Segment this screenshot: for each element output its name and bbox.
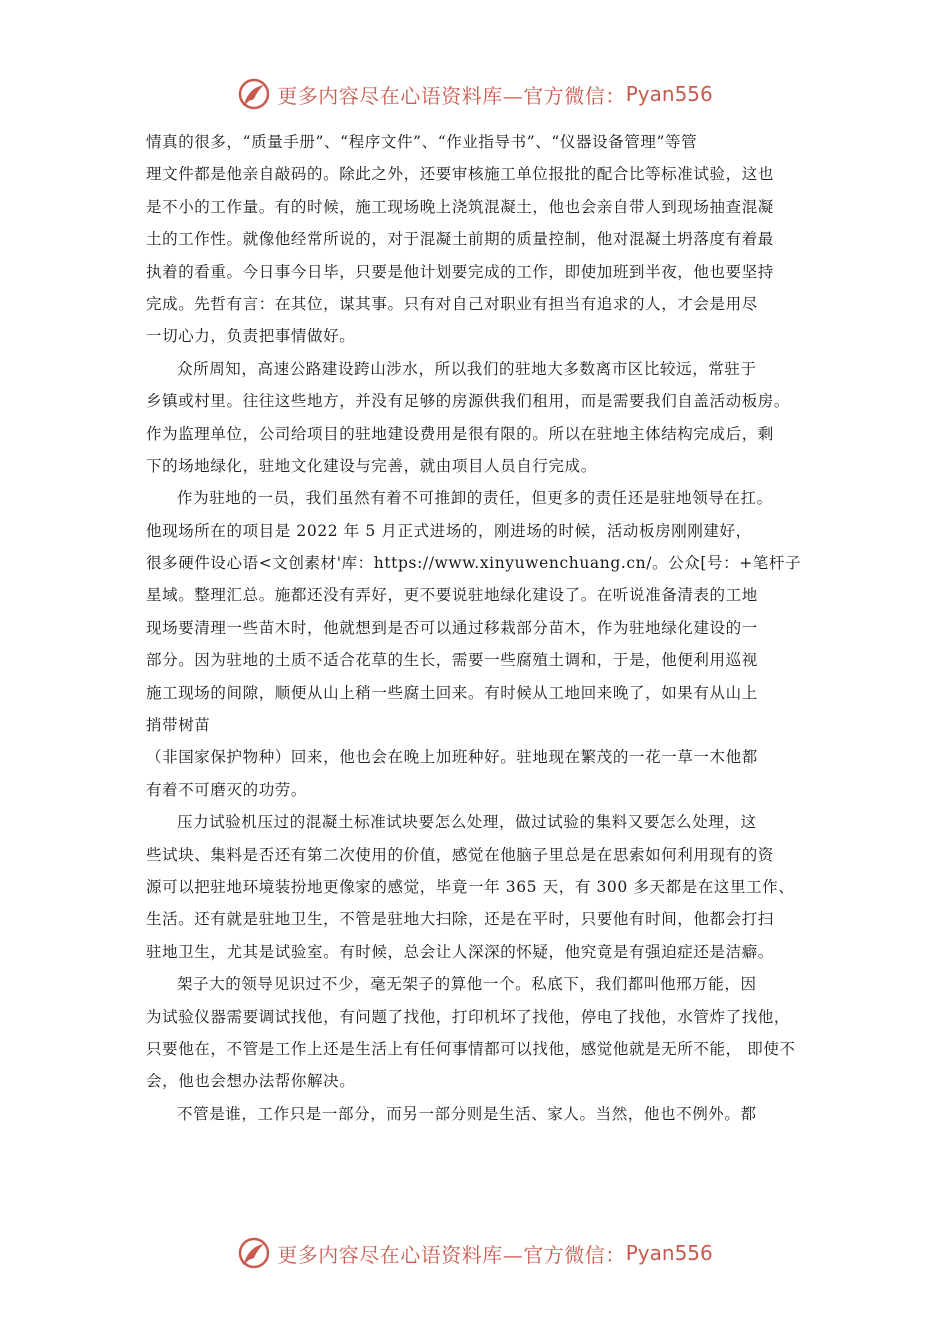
text-line: 有着不可磨灭的功劳。 [146,780,308,799]
text-line: 些试块、集料是否还有第二次使用的价值，感觉在他脑子里总是在思索如何利用现有的资 [146,845,774,864]
text-line: （非国家保护物种）回来，他也会在晚上加班种好。驻地现在繁茂的一花一草一木他都 [146,748,758,767]
banner-wechat-handle: Pyan556 [625,82,713,106]
text-line: 会，他也会想办法帮你解决。 [146,1072,356,1091]
text-line: 源可以把驻地环境装扮地更像家的感觉，毕竟一年 365 天，有 300 多天都是在这里工作、 [146,877,795,896]
text-line: 完成。先哲有言：在其位，谋其事。只有对自己对职业有担当有追求的人，才会是用尽 [146,294,758,313]
text-line: 施工现场的间隙，顺便从山上稍一些腐土回来。有时候从工地回来晚了，如果有从山上 [146,683,758,702]
text-line: 他现场所在的项目是 2022 年 5 月正式进场的，刚进场的时候，活动板房刚刚建好， [146,521,752,540]
footer-banner [0,1233,950,1273]
header-banner [0,74,950,114]
text-line: 下的场地绿化，驻地文化建设与完善，就由项目人员自行完成。 [146,456,597,475]
text-line: 乡镇或村里。往往这些地方，并没有足够的房源供我们租用，而是需要我们自盖活动板房。 [146,392,791,411]
text-line: 驻地卫生，尤其是试验室。有时候，总会让人深深的怀疑，他究竟是有强迫症还是洁癖。 [146,942,774,961]
text-line: 捎带树苗 [146,716,211,735]
text-line: 部分。因为驻地的土质不适合花草的生长，需要一些腐殖土调和，于是，他便利用巡视 [146,651,758,670]
text-line: 星域。整理汇总。施都还没有弄好，更不要说驻地绿化建设了。在听说准备清表的工地 [146,586,758,605]
brand-logo-icon [237,1236,271,1270]
text-line: 理文件都是他亲自敲码的。除此之外，还要审核施工单位报批的配合比等标准试验，这也 [146,165,774,184]
text-line: 一切心力，负责把事情做好。 [146,327,356,346]
brand-logo-icon [237,77,271,111]
banner-wechat-handle: Pyan556 [625,1241,713,1265]
text-line: 架子大的领导见识过不少，毫无架子的算他一个。私底下，我们都叫他邢万能，因 [177,975,757,994]
text-line: 众所周知，高速公路建设跨山涉水，所以我们的驻地大多数离市区比较远，常驻于 [177,359,757,378]
document-body [146,126,818,1130]
banner-text: 更多内容尽在心语资料库—官方微信： [277,1242,626,1267]
text-line: 为试验仪器需要调试找他，有问题了找他，打印机坏了找他，停电了找他，水管炸了找他， [146,1007,791,1026]
text-line: 现场要清理一些苗木时，他就想到是否可以通过移栽部分苗木，作为驻地绿化建设的一 [146,618,758,637]
text-line: 生活。还有就是驻地卫生，不管是驻地大扫除，还是在平时，只要他有时间，他都会打扫 [146,910,774,929]
text-line: 作为驻地的一员，我们虽然有着不可推卸的责任，但更多的责任还是驻地领导在扛。 [177,489,773,508]
text-line: 只要他在，不管是工作上还是生活上有任何事情都可以找他，感觉他就是无所不能， 即使不 [146,1039,796,1058]
text-line: 很多硬件设心语<文创素材'库：https://www.xinyuwenchuang.cn/。公众[号：+笔杆子 [146,554,802,573]
text-line: 情真的很多，“质量手册”、“程序文件”、“作业指导书”、“仪器设备管理”等管 [146,133,698,151]
text-line: 执着的看重。今日事今日毕，只要是他计划要完成的工作，即使加班到半夜，他也要坚持 [146,262,774,281]
banner-text: 更多内容尽在心语资料库—官方微信： [277,83,626,108]
text-line: 不管是谁，工作只是一部分，而另一部分则是生活、家人。当然，他也不例外。都 [177,1104,757,1123]
text-line: 土的工作性。就像他经常所说的，对于混凝土前期的质量控制，他对混凝土坍落度有着最 [146,230,774,249]
text-line: 作为监理单位，公司给项目的驻地建设费用是很有限的。所以在驻地主体结构完成后，剩 [146,424,774,443]
text-line: 压力试验机压过的混凝土标准试块要怎么处理，做过试验的集料又要怎么处理，这 [177,813,757,832]
text-line: 是不小的工作量。有的时候，施工现场晚上浇筑混凝土，他也会亲自带人到现场抽查混凝 [146,197,774,216]
